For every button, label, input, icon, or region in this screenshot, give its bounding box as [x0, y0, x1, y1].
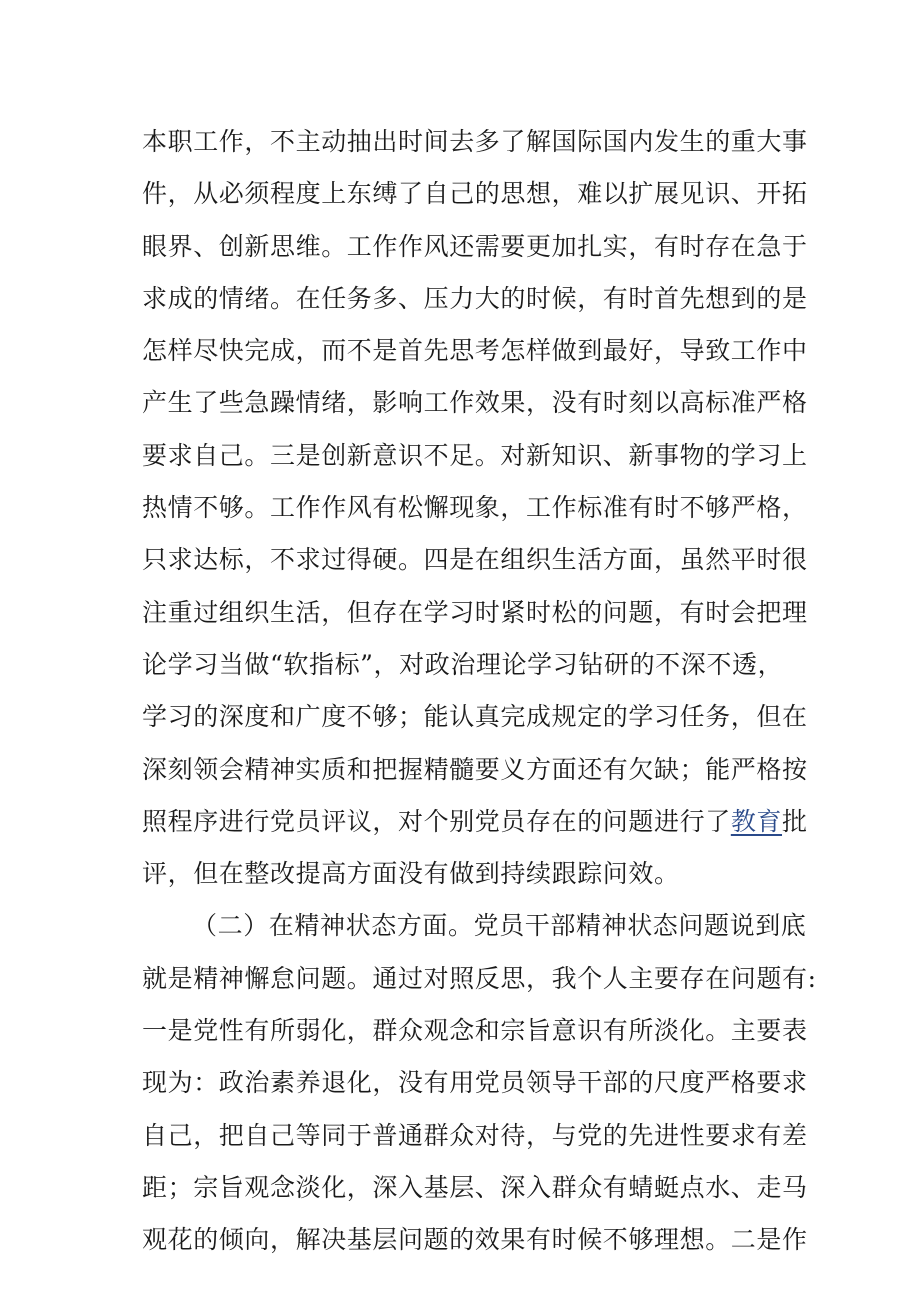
document-body — [142, 116, 817, 1267]
text-segment: 照程序进行党员评议，对个别党员存在的问题进行了 — [142, 806, 731, 836]
text-line: 就是精神懈怠问题。通过对照反思，我个人主要存在问题有: — [142, 963, 817, 993]
text-line: 本职工作，不主动抽出时间去多了解国际国内发生的重大事 — [142, 127, 808, 156]
text-line: 产生了些急躁情绪，影响工作效果，没有时刻以高标准严格 — [142, 388, 808, 418]
text-line: 论学习当做“软指标”，对政治理论学习钻研的不深不透， — [142, 649, 784, 679]
paragraph-1 — [142, 116, 808, 900]
text-line: 注重过组织生活，但存在学习时紧时松的问题，有时会把理 — [142, 597, 808, 627]
text-line: 怎样尽快完成，而不是首先思考怎样做到最好，导致工作中 — [142, 336, 808, 366]
education-link[interactable]: 教育 — [730, 806, 783, 836]
text-line: 评，但在整改提高方面没有做到持续跟踪问效。 — [142, 859, 680, 889]
text-line: 件，从必须程度上东缚了自己的思想，难以扩展见识、开拓 — [142, 179, 808, 209]
text-line: 距；宗旨观念淡化，深入基层、深入群众有蜻蜓点水、走马 — [142, 1172, 808, 1202]
text-line: 眼界、创新思维。工作作风还需要更加扎实，有时存在急于 — [142, 231, 808, 261]
text-line-with-link — [142, 796, 808, 848]
text-segment: 批 — [782, 806, 808, 836]
text-line: 一是党性有所弱化，群众观念和宗旨意识有所淡化。主要表 — [142, 1016, 808, 1046]
text-line: 要求自己。三是创新意识不足。对新知识、新事物的学习上 — [142, 440, 808, 470]
text-line: 观花的倾向，解决基层问题的效果有时候不够理想。二是作 — [142, 1225, 808, 1255]
text-line: 热情不够。工作作风有松懈现象，工作标准有时不够严格， — [142, 493, 808, 523]
text-line: 深刻领会精神实质和把握精髓要义方面还有欠缺；能严格按 — [142, 754, 808, 784]
text-line: 现为：政治素养退化，没有用党员领导干部的尺度严格要求 — [142, 1068, 808, 1098]
paragraph-2 — [142, 900, 817, 1266]
text-line: 学习的深度和广度不够；能认真完成规定的学习任务，但在 — [142, 702, 808, 732]
text-line: 求成的情绪。在任务多、压力大的时候，有时首先想到的是 — [142, 283, 808, 313]
text-line: 只求达标，不求过得硬。四是在组织生活方面，虽然平时很 — [142, 545, 808, 575]
section-heading-line: （二）在精神状态方面。党员干部精神状态问题说到底 — [192, 911, 807, 941]
text-line: 自己，把自己等同于普通群众对待，与党的先进性要求有差 — [142, 1120, 808, 1150]
